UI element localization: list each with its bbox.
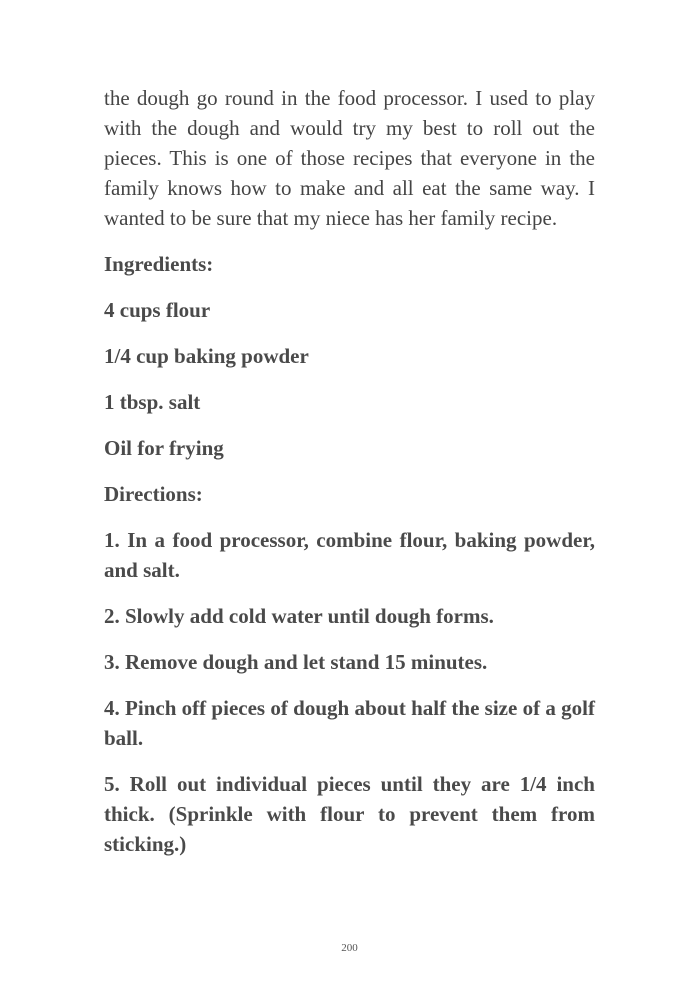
ingredient-item: 1 tbsp. salt <box>104 390 201 414</box>
direction-step: 1. In a food processor, combine flour, baking powder, and salt. <box>104 528 595 582</box>
ingredient-item: 4 cups flour <box>104 298 211 322</box>
ingredient-item: 1/4 cup baking powder <box>104 344 309 368</box>
intro-paragraph: the dough go round in the food processor. I used to play with the dough and would try my best to roll out the pieces. This is one of those recipes that everyone in the family knows how to make and all eat the same way. I wanted to be sure that my niece has her family recipe. <box>104 86 595 230</box>
page-number: 200 <box>341 942 358 954</box>
direction-step: 4. Pinch off pieces of dough about half the size of a golf ball. <box>104 696 595 750</box>
ingredients-heading: Ingredients: <box>104 252 214 276</box>
direction-step: 5. Roll out individual pieces until they are 1/4 inch thick. (Sprinkle with flour to prevent them from sticking.) <box>104 772 595 856</box>
direction-step: 3. Remove dough and let stand 15 minutes. <box>104 650 488 674</box>
ingredient-item: Oil for frying <box>104 436 224 460</box>
direction-step: 2. Slowly add cold water until dough forms. <box>104 604 494 628</box>
page-body <box>104 83 595 859</box>
directions-heading: Directions: <box>104 482 203 506</box>
